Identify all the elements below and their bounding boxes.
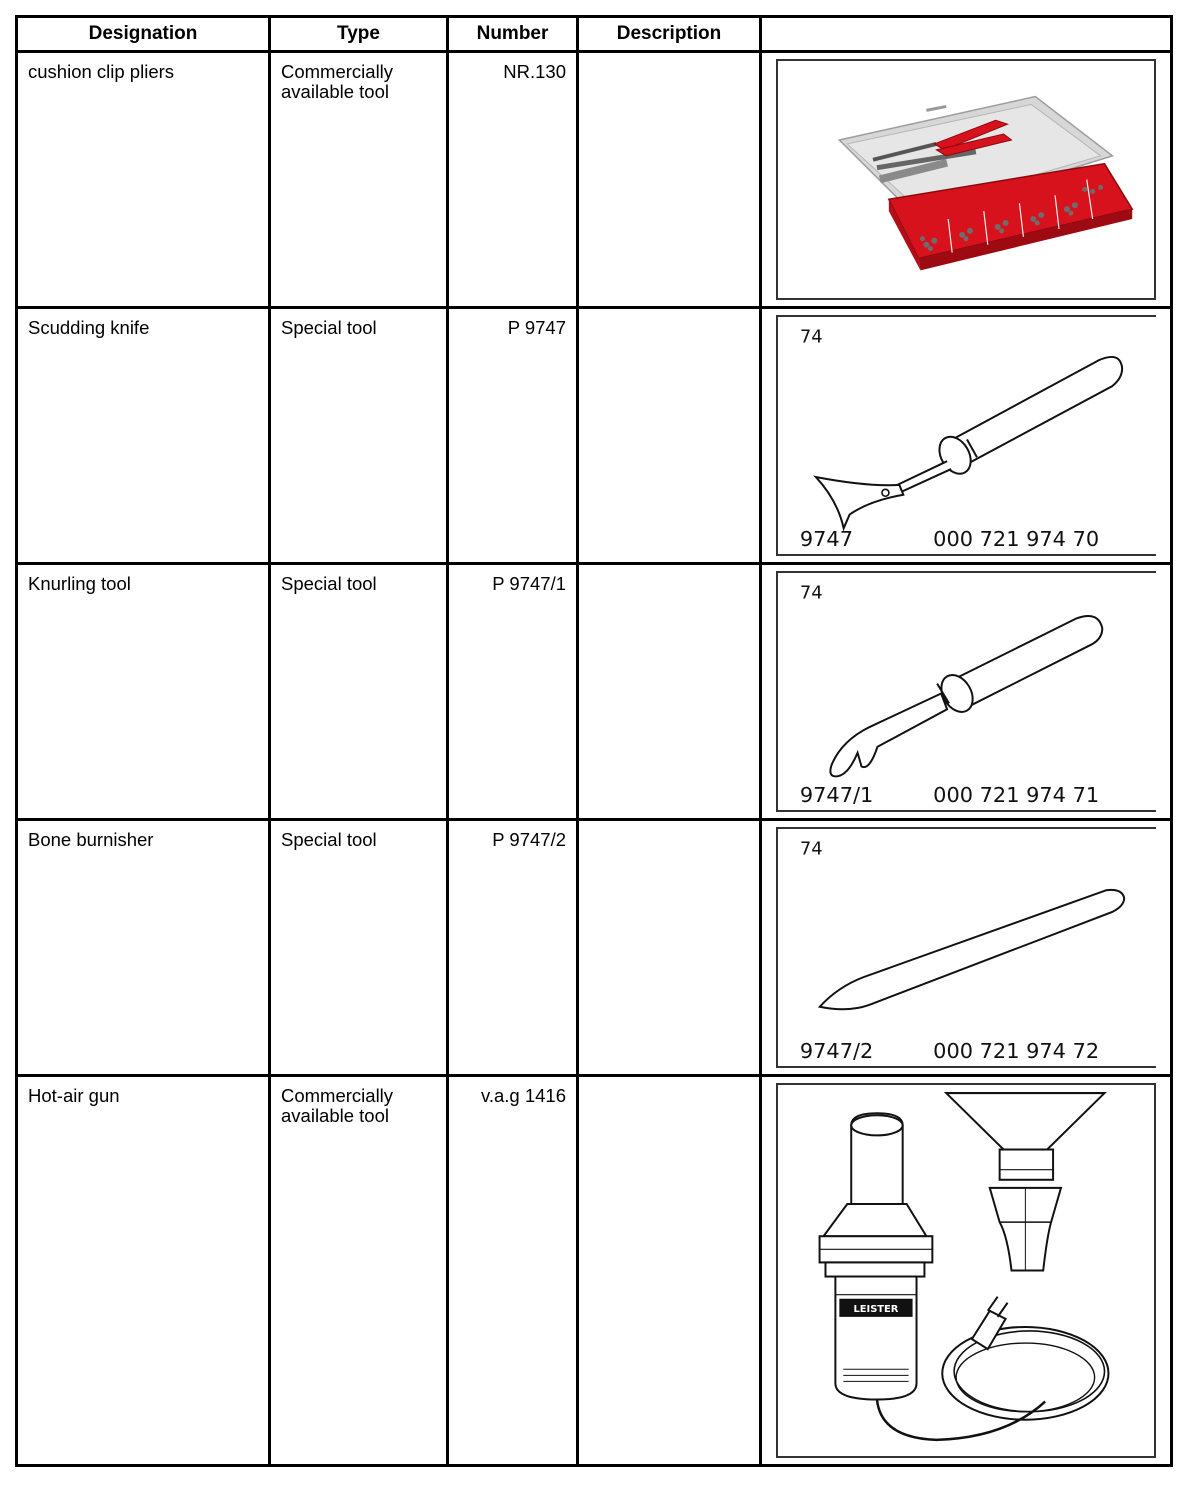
image-cell	[761, 564, 1172, 820]
tool-number-label: 9747	[799, 527, 854, 552]
number-cell: P 9747/1	[448, 564, 578, 820]
designation-cell: Hot-air gun	[17, 1076, 270, 1466]
header-row	[17, 17, 1172, 52]
hot-air-gun-illustration	[776, 1083, 1156, 1458]
brand-label: LEISTER	[853, 1303, 899, 1315]
drawing-corner-label: 74	[799, 326, 823, 348]
number-cell: NR.130	[448, 52, 578, 308]
number-cell: P 9747/2	[448, 820, 578, 1076]
table-row	[17, 820, 1172, 1076]
tool-number-label: 9747/2	[799, 1039, 874, 1064]
type-cell: Commercially available tool	[270, 52, 448, 308]
table-row	[17, 52, 1172, 308]
header-image	[761, 17, 1172, 52]
designation-cell: Bone burnisher	[17, 820, 270, 1076]
clip-pliers-kit-illustration	[776, 59, 1156, 300]
type-cell: Special tool	[270, 820, 448, 1076]
image-cell	[761, 308, 1172, 564]
special-tools-table	[15, 15, 1173, 1467]
image-cell	[761, 1076, 1172, 1466]
header-designation: Designation	[17, 17, 270, 52]
header-number: Number	[448, 17, 578, 52]
drawing-corner-label: 74	[799, 582, 823, 604]
knurling-tool-illustration	[776, 571, 1156, 812]
type-cell: Special tool	[270, 308, 448, 564]
description-cell	[578, 820, 761, 1076]
table-row	[17, 564, 1172, 820]
drawing-corner-label: 74	[799, 838, 823, 860]
type-cell: Special tool	[270, 564, 448, 820]
description-cell	[578, 308, 761, 564]
image-cell	[761, 52, 1172, 308]
designation-cell: Knurling tool	[17, 564, 270, 820]
type-cell: Commercially available tool	[270, 1076, 448, 1466]
part-number-label: 000 721 974 72	[933, 1039, 1100, 1064]
bone-burnisher-illustration	[776, 827, 1156, 1068]
clip-pliers-kit-photo	[778, 61, 1154, 298]
table-row	[17, 1076, 1172, 1466]
designation-cell: cushion clip pliers	[17, 52, 270, 308]
table-row	[17, 308, 1172, 564]
number-cell: v.a.g 1416	[448, 1076, 578, 1466]
description-cell	[578, 52, 761, 308]
number-cell: P 9747	[448, 308, 578, 564]
tool-number-label: 9747/1	[799, 783, 874, 808]
description-cell	[578, 1076, 761, 1466]
image-cell	[761, 820, 1172, 1076]
scudding-knife-illustration	[776, 315, 1156, 556]
header-type: Type	[270, 17, 448, 52]
designation-cell: Scudding knife	[17, 308, 270, 564]
header-description: Description	[578, 17, 761, 52]
part-number-label: 000 721 974 71	[933, 783, 1100, 808]
part-number-label: 000 721 974 70	[933, 527, 1100, 552]
description-cell	[578, 564, 761, 820]
